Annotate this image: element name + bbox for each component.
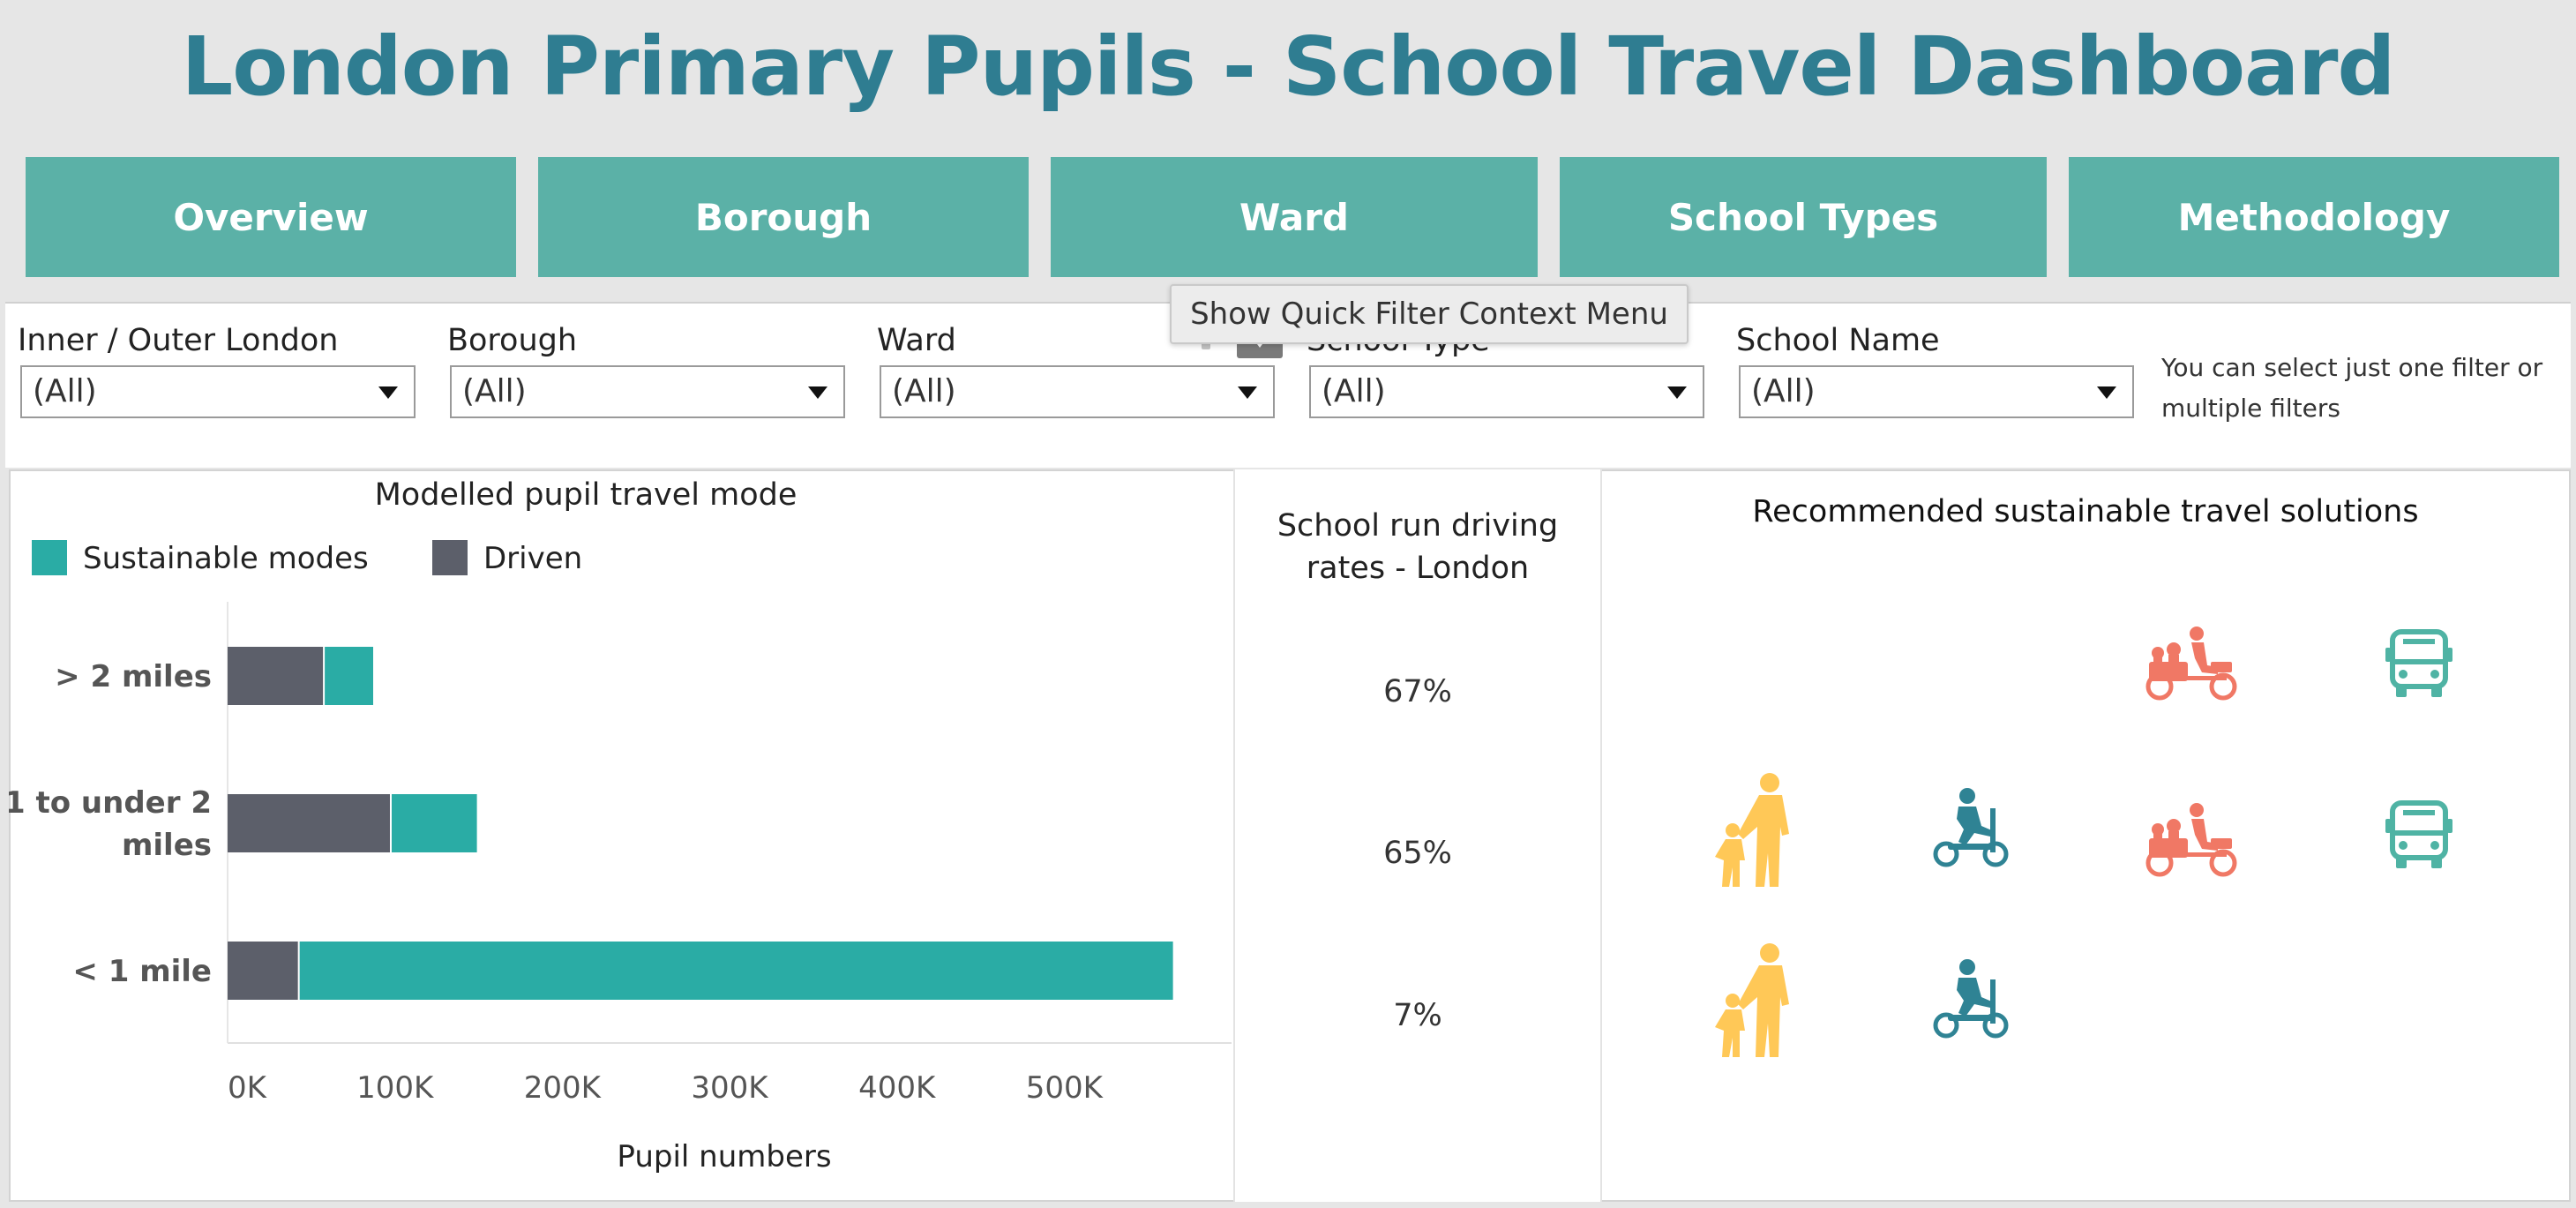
cargo-bike-icon bbox=[2144, 623, 2241, 702]
walking-icon bbox=[1706, 942, 1803, 1061]
filter-hint: You can select just one filter or multiple filters bbox=[2161, 353, 2543, 423]
bar-driven-0 bbox=[228, 647, 323, 705]
bus-icon bbox=[2384, 798, 2454, 872]
category-label-1: 1 to under 2 miles bbox=[9, 785, 212, 863]
legend-label-driven: Driven bbox=[483, 541, 583, 576]
bar-sustainable-2 bbox=[300, 942, 1173, 1000]
filter-select-school-type[interactable] bbox=[1309, 365, 1704, 418]
bus-icon bbox=[2384, 627, 2454, 701]
driving-rate-under-1-mile: 7% bbox=[1393, 998, 1442, 1033]
chevron-down-icon bbox=[1667, 386, 1687, 399]
driving-rates-title: School run driving rates - London bbox=[1277, 508, 1559, 586]
tab-borough[interactable]: Borough bbox=[538, 157, 1029, 277]
filter-value-school-type: (All) bbox=[1322, 373, 1386, 409]
x-tick-label-1: 100K bbox=[356, 1070, 434, 1106]
filter-value-school-name: (All) bbox=[1751, 373, 1816, 409]
legend-swatch-sustainable-modes bbox=[32, 540, 67, 575]
bar-driven-2 bbox=[228, 942, 298, 1000]
tab-overview[interactable]: Overview bbox=[26, 157, 516, 277]
bar-sustainable-1 bbox=[392, 794, 477, 852]
filter-value-inner-outer: (All) bbox=[33, 373, 97, 409]
quick-filter-tooltip: Show Quick Filter Context Menu bbox=[1170, 284, 1689, 344]
filter-select-ward[interactable] bbox=[880, 365, 1275, 418]
filter-label-inner-outer: Inner / Outer London bbox=[18, 323, 339, 358]
scooter-icon bbox=[1932, 787, 2011, 870]
filter-select-borough[interactable] bbox=[450, 365, 845, 418]
tab-school-types[interactable]: School Types bbox=[1560, 157, 2047, 277]
x-tick-label-0: 0K bbox=[228, 1070, 266, 1106]
x-tick-label-5: 500K bbox=[1025, 1070, 1103, 1106]
filter-value-borough: (All) bbox=[462, 373, 527, 409]
chevron-down-icon bbox=[2097, 386, 2116, 399]
page-title: London Primary Pupils - School Travel Dashboard bbox=[181, 19, 2395, 114]
x-tick-label-2: 200K bbox=[523, 1070, 601, 1106]
filter-select-school-name[interactable] bbox=[1739, 365, 2134, 418]
driving-rate-over-2-miles: 67% bbox=[1383, 674, 1452, 709]
legend-label-sustainable-modes: Sustainable modes bbox=[83, 541, 369, 576]
chevron-down-icon bbox=[808, 386, 827, 399]
bar-sustainable-0 bbox=[325, 647, 373, 705]
scooter-icon bbox=[1932, 958, 2011, 1041]
filter-label-borough: Borough bbox=[447, 323, 578, 358]
chart-title: Modelled pupil travel mode bbox=[374, 477, 798, 513]
chevron-down-icon bbox=[378, 386, 398, 399]
bar-driven-1 bbox=[228, 794, 390, 852]
filter-label-ward: Ward bbox=[877, 323, 956, 358]
driving-rate-1-to-2-miles: 65% bbox=[1383, 836, 1452, 871]
walking-icon bbox=[1706, 772, 1803, 890]
cargo-bike-icon bbox=[2144, 799, 2241, 879]
tab-methodology[interactable]: Methodology bbox=[2069, 157, 2559, 277]
solutions-title: Recommended sustainable travel solutions bbox=[1752, 494, 2419, 529]
legend-swatch-driven bbox=[432, 540, 468, 575]
x-tick-label-3: 300K bbox=[691, 1070, 768, 1106]
travel-mode-chart bbox=[9, 469, 1232, 1202]
category-label-0: > 2 miles bbox=[55, 659, 212, 694]
travel-mode-chart-svg bbox=[9, 469, 1232, 1202]
filter-select-inner-outer[interactable] bbox=[20, 365, 416, 418]
x-tick-label-4: 400K bbox=[858, 1070, 936, 1106]
x-axis-label: Pupil numbers bbox=[617, 1139, 832, 1174]
chevron-down-icon bbox=[1238, 386, 1257, 399]
driving-rates-panel bbox=[1233, 469, 1602, 1202]
filter-value-ward: (All) bbox=[892, 373, 956, 409]
tab-ward[interactable]: Ward bbox=[1051, 157, 1538, 277]
filter-label-school-name: School Name bbox=[1736, 323, 1940, 358]
category-label-2: < 1 mile bbox=[72, 954, 212, 989]
